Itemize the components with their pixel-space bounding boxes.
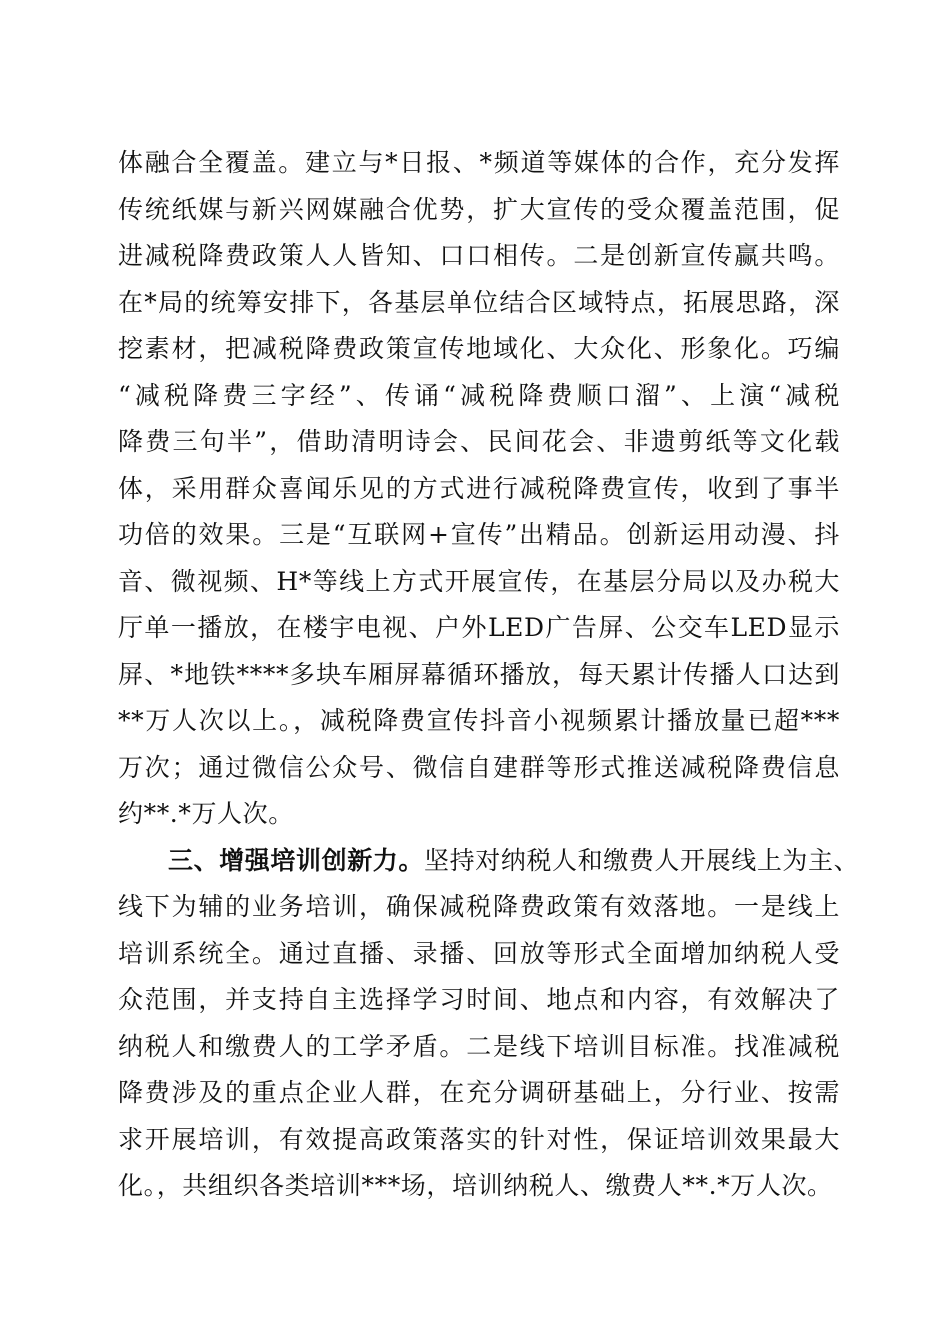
- text-line: 挖素材，把减税降费政策宣传地域化、大众化、形象化。巧编: [118, 334, 840, 363]
- text-line: 万次；通过微信公众号、微信自建群等形式推送减税降费信息: [118, 752, 840, 782]
- text-line: 传统纸媒与新兴网媒融合优势，扩大宣传的受众覆盖范围，促: [118, 194, 840, 224]
- section-heading: 三、增强培训创新力。: [168, 845, 425, 875]
- text-line: 在*局的统筹安排下，各基层单位结合区域特点，拓展思路，深: [118, 287, 840, 317]
- text-line: 降费涉及的重点企业人群，在充分调研基础上，分行业、按需: [118, 1078, 840, 1107]
- document-body: [118, 140, 860, 1210]
- text-run: 坚持对纳税人和缴费人开展线上为主、: [424, 845, 860, 875]
- text-line: 求开展培训，有效提高政策落实的针对性，保证培训效果最大: [118, 1124, 840, 1154]
- text-line: 功倍的效果。三是“互联网+宣传”出精品。创新运用动漫、抖: [118, 520, 840, 549]
- text-line: 进减税降费政策人人皆知、口口相传。二是创新宣传赢共鸣。: [118, 241, 840, 270]
- text-line: 音、微视频、H*等线上方式开展宣传，在基层分局以及办税大: [118, 566, 840, 596]
- text-line: 众范围，并支持自主选择学习时间、地点和内容，有效解决了: [118, 985, 840, 1014]
- paragraph-training: [118, 838, 860, 1210]
- text-line: 体融合全覆盖。建立与*日报、*频道等媒体的合作，充分发挥: [118, 148, 840, 177]
- paragraph-publicity: [118, 140, 840, 838]
- text-line: 培训系统全。通过直播、录播、回放等形式全面增加纳税人受: [118, 938, 840, 968]
- text-line: “减税降费三字经”、传诵“减税降费顺口溜”、上演“减税: [118, 380, 840, 410]
- text-line: 体，采用群众喜闻乐见的方式进行减税降费宣传，收到了事半: [118, 473, 840, 503]
- text-line: 线下为辅的业务培训，确保减税降费政策有效落地。一是线上: [118, 892, 840, 921]
- text-line: **万人次以上。，减税降费宣传抖音小视频累计播放量已超***: [118, 706, 840, 735]
- text-line: 屏、*地铁****多块车厢屏幕循环播放，每天累计传播人口达到: [118, 659, 840, 689]
- text-line: 厅单一播放，在楼宇电视、户外LED广告屏、公交车LED显示: [118, 613, 840, 642]
- text-line: 化。，共组织各类培训***场，培训纳税人、缴费人**.*万人次。: [118, 1171, 833, 1200]
- text-line: 约**.*万人次。: [118, 799, 294, 828]
- text-line: 纳税人和缴费人的工学矛盾。二是线下培训目标准。找准减税: [118, 1031, 840, 1061]
- heading-line: [118, 838, 860, 885]
- text-line: 降费三句半”，借助清明诗会、民间花会、非遗剪纸等文化载: [118, 427, 840, 456]
